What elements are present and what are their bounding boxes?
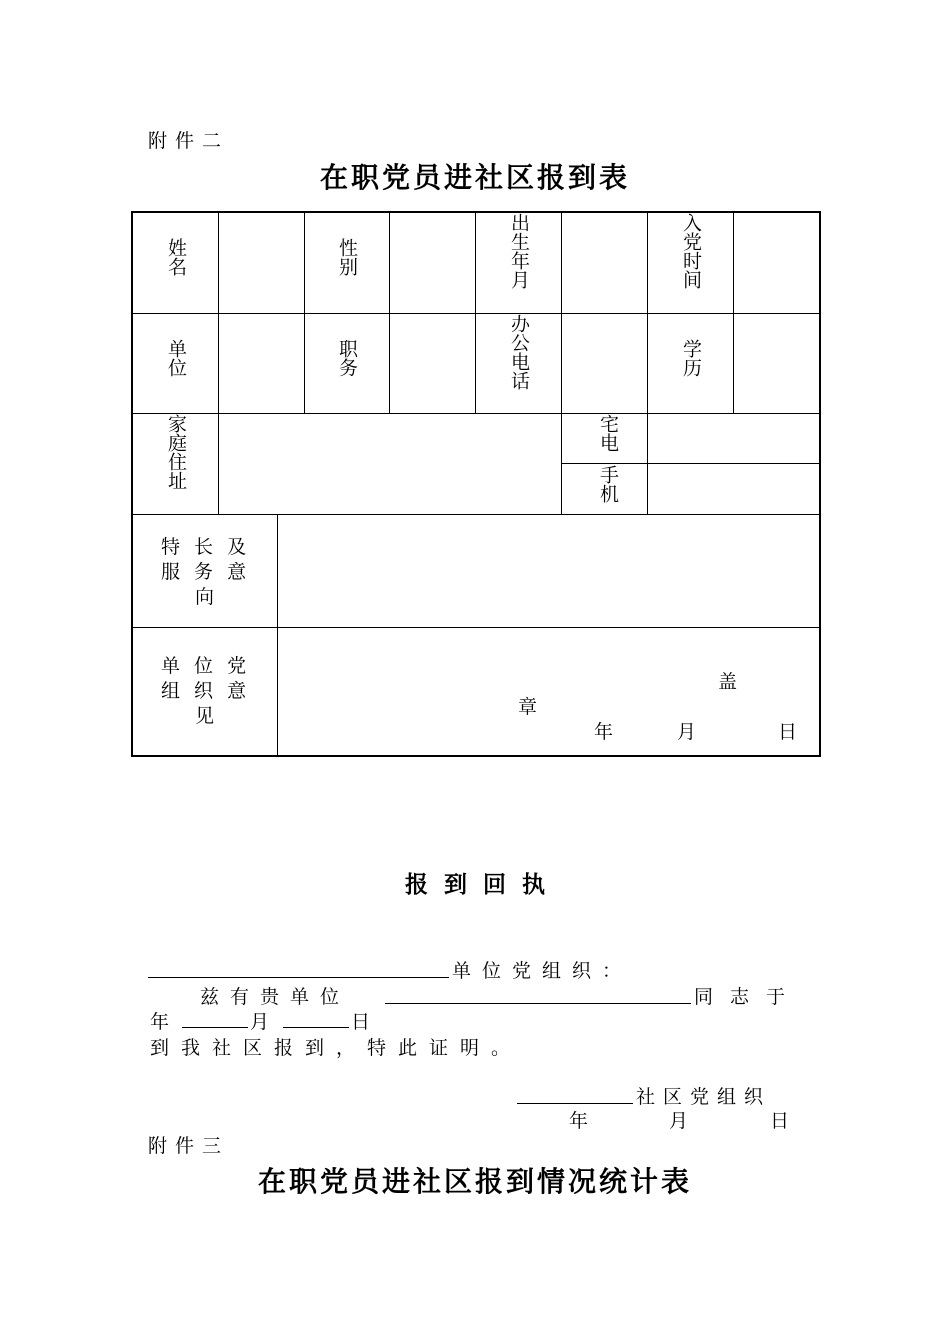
receipt-line3-month: 月 (250, 1011, 281, 1033)
opinion-label-line2: 组 织 意 (161, 680, 251, 702)
receipt-day-blank[interactable] (283, 1027, 349, 1028)
receipt-sign-suffix: 社区党组织 (636, 1086, 772, 1108)
receipt-line1-suffix: 单位党组织： (452, 960, 633, 982)
skills-label-line2: 服 务 意 (161, 561, 251, 583)
opinion-label-cell (132, 627, 278, 756)
receipt-line3-year: 年 (150, 1011, 181, 1033)
opinion-date-year: 年 (594, 721, 614, 743)
unit-label-cell (132, 313, 219, 414)
position-value-cell[interactable] (389, 313, 476, 414)
unit-value-cell[interactable] (218, 313, 305, 414)
attachment-3-label: 附件三 (148, 1135, 230, 1157)
education-label: 学历 (680, 339, 702, 377)
gender-label: 性别 (336, 238, 358, 276)
education-value-cell[interactable] (733, 313, 820, 414)
office-phone-value-cell[interactable] (561, 313, 648, 414)
receipt-line2-prefix: 兹有贵单位 (200, 986, 351, 1008)
opinion-value-cell[interactable] (277, 627, 820, 756)
stamp-zhang-text: 章 (518, 696, 538, 718)
name-value-cell[interactable] (218, 212, 305, 314)
receipt-line4: 到我社区报到，特此证明。 (150, 1037, 523, 1059)
skills-label-line1: 特 长 及 (161, 536, 251, 558)
education-label-cell (647, 313, 734, 414)
name-label: 姓名 (165, 238, 187, 276)
address-value-cell[interactable] (218, 413, 562, 515)
opinion-label-line3: 见 (195, 705, 215, 727)
gender-label-cell (304, 212, 390, 314)
skills-label-line3: 向 (195, 586, 215, 608)
attachment-2-label: 附件二 (148, 130, 230, 152)
form-title: 在职党员进社区报到表 (319, 161, 630, 194)
opinion-date-month: 月 (677, 721, 697, 743)
opinion-label-line1: 单 位 党 (161, 655, 251, 677)
home-phone-label-cell (561, 413, 648, 464)
office-phone-label: 办公电话 (508, 314, 530, 390)
receipt-title: 报 到 回 执 (404, 871, 546, 898)
join-label-cell (647, 212, 734, 314)
skills-label-cell (132, 514, 278, 628)
gender-value-cell[interactable] (389, 212, 476, 314)
receipt-line3-day: 日 (351, 1011, 382, 1033)
birth-label: 出生年月 (508, 213, 530, 289)
receipt-date-year: 年 (569, 1110, 600, 1132)
receipt-org-blank[interactable] (148, 977, 449, 978)
home-phone-value-cell[interactable] (647, 413, 820, 464)
birth-value-cell[interactable] (561, 212, 648, 314)
address-label-cell (132, 413, 219, 515)
opinion-date-day: 日 (778, 721, 798, 743)
receipt-line2-suffix: 同志于 (694, 986, 803, 1008)
join-label: 入党时间 (680, 213, 702, 289)
address-label: 家庭住址 (165, 414, 187, 490)
mobile-value-cell[interactable] (647, 463, 820, 515)
receipt-date-month: 月 (669, 1110, 700, 1132)
unit-label: 单位 (165, 339, 187, 377)
home-phone-label: 宅电 (597, 414, 619, 452)
join-value-cell[interactable] (733, 212, 820, 314)
receipt-community-blank[interactable] (517, 1103, 633, 1104)
name-label-cell (132, 212, 219, 314)
receipt-name-blank[interactable] (385, 1003, 691, 1004)
stats-title: 在职党员进社区报到情况统计表 (257, 1165, 692, 1198)
birth-label-cell (475, 212, 562, 314)
position-label-cell (304, 313, 390, 414)
mobile-label: 手机 (597, 465, 619, 503)
position-label: 职务 (336, 339, 358, 377)
stamp-gai-text: 盖 (718, 671, 738, 693)
skills-value-cell[interactable] (277, 514, 820, 628)
receipt-month-blank[interactable] (182, 1027, 248, 1028)
receipt-date-day: 日 (770, 1110, 801, 1132)
registration-form-table (131, 211, 821, 757)
office-phone-label-cell (475, 313, 562, 414)
mobile-label-cell (561, 463, 648, 515)
